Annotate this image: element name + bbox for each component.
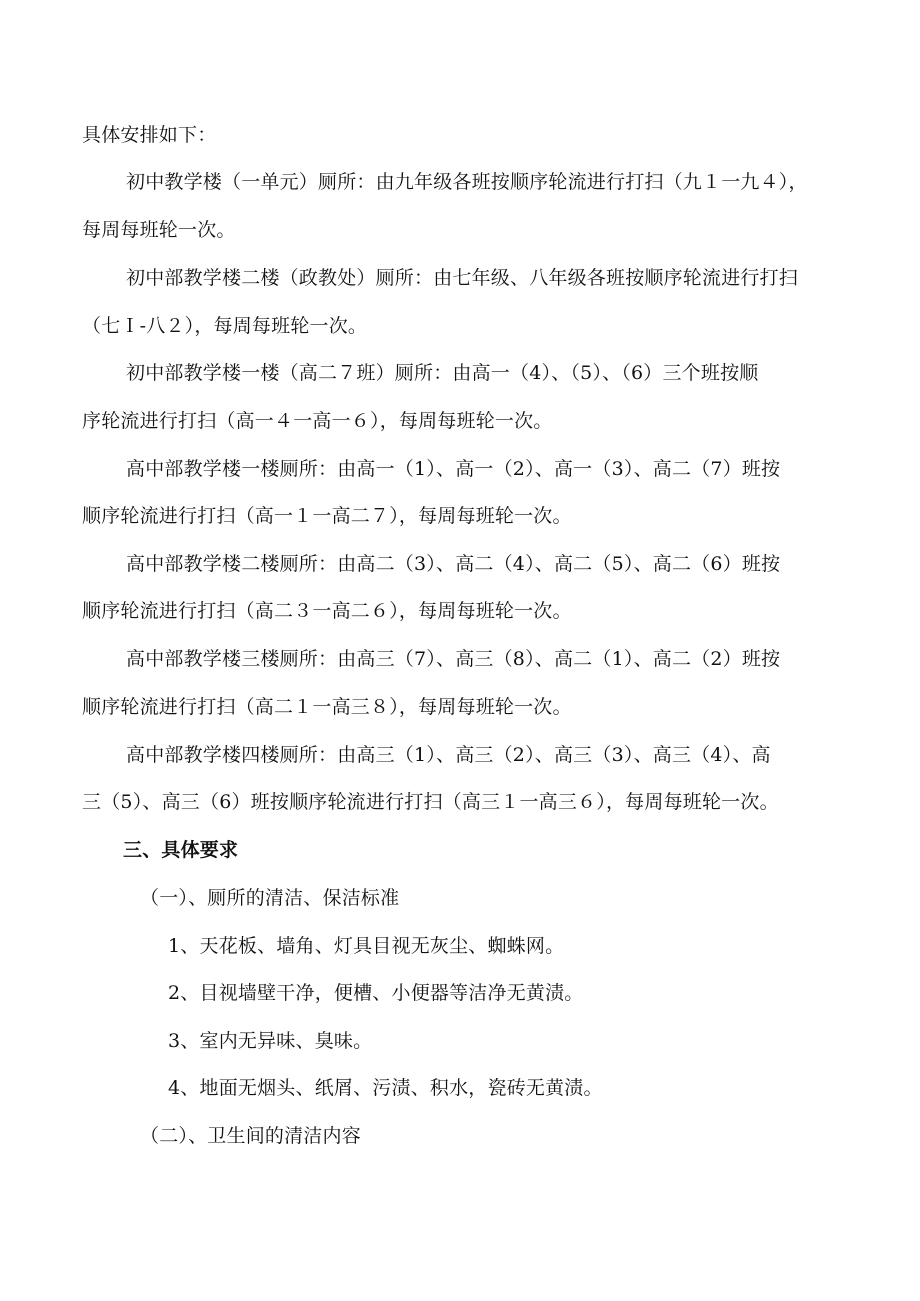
arrangement-4-line-2: 顺序轮流进行打扫（高一１一高二７），每周每班轮一次。 bbox=[82, 505, 572, 527]
arrangement-5-line-1: 高中部教学楼二楼厕所：由高二（3）、高二（4）、高二（5）、高二（6）班按 bbox=[126, 553, 781, 575]
arrangement-6-line-2: 顺序轮流进行打扫（高二１一高三８），每周每班轮一次。 bbox=[82, 696, 572, 718]
arrangement-6-line-1: 高中部教学楼三楼厕所：由高三（7）、高三（8）、高二（1）、高二（2）班按 bbox=[126, 648, 781, 670]
arrangement-3-line-2: 序轮流进行打扫（高一４一高一６），每周每班轮一次。 bbox=[82, 410, 553, 432]
arrangement-4-line-1: 高中部教学楼一楼厕所：由高一（1）、高一（2）、高一（3）、高二（7）班按 bbox=[126, 458, 781, 480]
arrangement-2-line-2: （七Ｉ-八２），每周每班轮一次。 bbox=[82, 315, 368, 337]
arrangement-1-line-2: 每周每班轮一次。 bbox=[82, 219, 236, 241]
standard-item-3: 3、室内无异味、臭味。 bbox=[168, 1030, 373, 1052]
subsection-1-heading: （一）、厕所的清洁、保洁标准 bbox=[140, 887, 400, 909]
standard-item-1: 1、天花板、墙角、灯具目视无灰尘、蜘蛛网。 bbox=[168, 935, 565, 957]
arrangement-5-line-2: 顺序轮流进行打扫（高二３一高二６），每周每班轮一次。 bbox=[82, 600, 572, 622]
arrangement-7-line-2: 三（5）、高三（6）班按顺序轮流进行打扫（高三１一高三６），每周每班轮一次。 bbox=[82, 791, 779, 813]
standard-item-2: 2、目视墙壁干净，便槽、小便器等洁净无黄渍。 bbox=[168, 982, 584, 1004]
intro-text: 具体安排如下： bbox=[82, 124, 217, 146]
standard-item-4: 4、地面无烟头、纸屑、污渍、积水，瓷砖无黄渍。 bbox=[168, 1077, 603, 1099]
arrangement-2-line-1: 初中部教学楼二楼（政教处）厕所：由七年级、八年级各班按顺序轮流进行打扫 bbox=[126, 267, 799, 289]
arrangement-3-line-1: 初中部教学楼一楼（高二７班）厕所：由高一（4）、（5）、（6）三个班按顺 bbox=[126, 362, 759, 384]
subsection-2-heading: （二）、卫生间的清洁内容 bbox=[140, 1125, 361, 1147]
arrangement-1-line-1: 初中教学楼（一单元）厕所：由九年级各班按顺序轮流进行打扫（九１一九４）， bbox=[126, 171, 808, 193]
section-3-heading: 三、具体要求 bbox=[123, 839, 239, 861]
arrangement-7-line-1: 高中部教学楼四楼厕所：由高三（1）、高三（2）、高三（3）、高三（4）、高 bbox=[126, 744, 771, 766]
